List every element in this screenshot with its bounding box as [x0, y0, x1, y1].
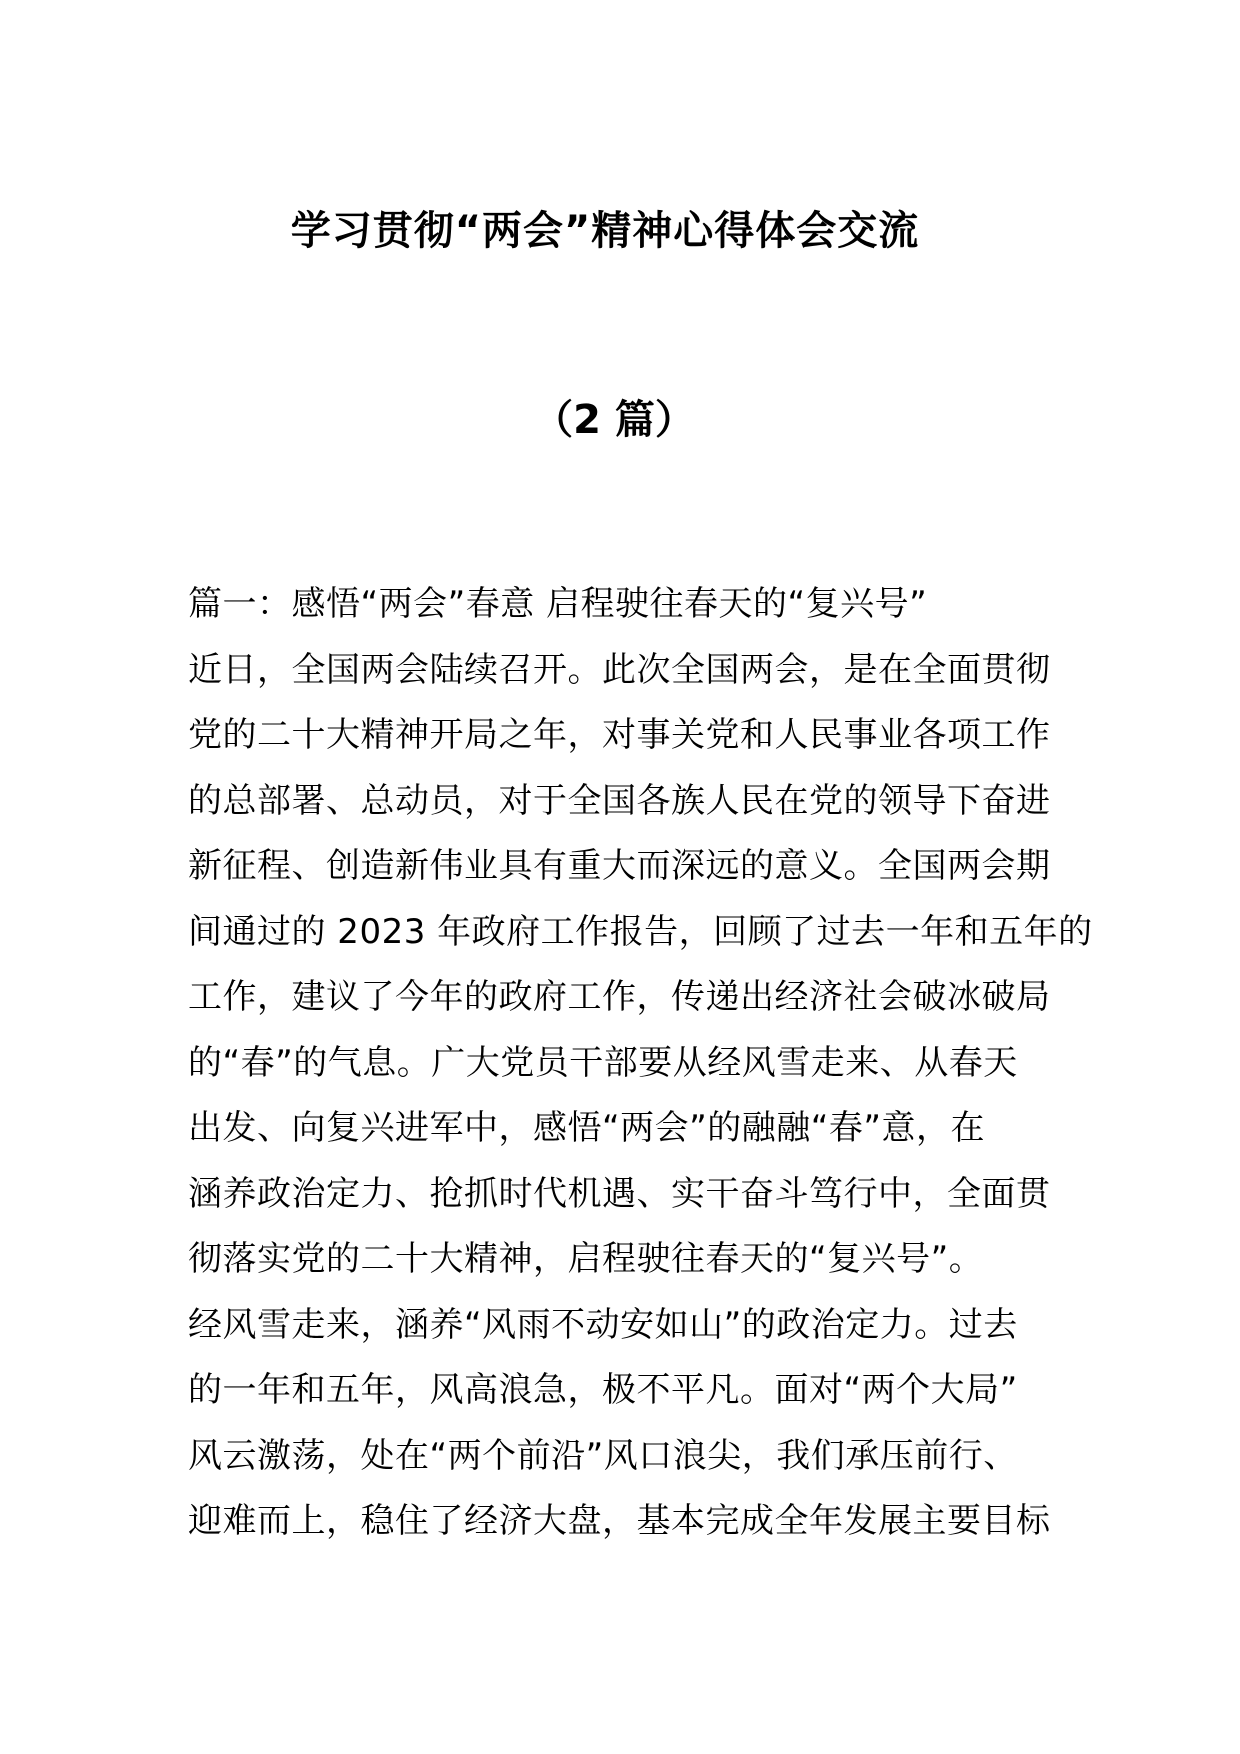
body-line: 迎难而上，稳住了经济大盘，基本完成全年发展主要目标: [188, 1501, 1051, 1541]
body-line: 新征程、创造新伟业具有重大而深远的意义。全国两会期: [188, 846, 1051, 886]
body-line: 工作，建议了今年的政府工作，传递出经济社会破冰破局: [188, 977, 1051, 1017]
document-title: 学习贯彻“两会”精神心得体会交流: [290, 208, 920, 254]
document-body: [188, 572, 1093, 1555]
body-line: 风云激荡，处在“两个前沿”风口浪尖，我们承压前行、: [188, 1435, 1018, 1476]
body-line: 出发、向复兴进军中，感悟“两会”的融融“春”意，在: [188, 1108, 985, 1148]
body-line: 彻落实党的二十大精神，启程驶往春天的“复兴号”。: [188, 1239, 984, 1279]
body-line: 的“春”的气息。广大党员干部要从经风雪走来、从春天: [188, 1042, 1018, 1083]
body-line: 的一年和五年，风高浪急，极不平凡。面对“两个大局”: [188, 1370, 1018, 1410]
body-line: 党的二十大精神开局之年，对事关党和人民事业各项工作: [188, 715, 1051, 755]
body-line: 经风雪走来，涵养“风雨不动安如山”的政治定力。过去: [188, 1304, 1018, 1345]
body-line: 间通过的 2023 年政府工作报告，回顾了过去一年和五年的: [188, 911, 1093, 952]
body-line: 涵养政治定力、抢抓时代机遇、实干奋斗笃行中，全面贯: [188, 1173, 1051, 1214]
body-line: 近日，全国两会陆续召开。此次全国两会，是在全面贯彻: [188, 649, 1051, 690]
document-subtitle: （2 篇）: [533, 397, 695, 443]
section-heading: 篇一：感悟“两会”春意 启程驶往春天的“复兴号”: [188, 584, 928, 624]
body-line: 的总部署、总动员，对于全国各族人民在党的领导下奋进: [188, 780, 1051, 821]
